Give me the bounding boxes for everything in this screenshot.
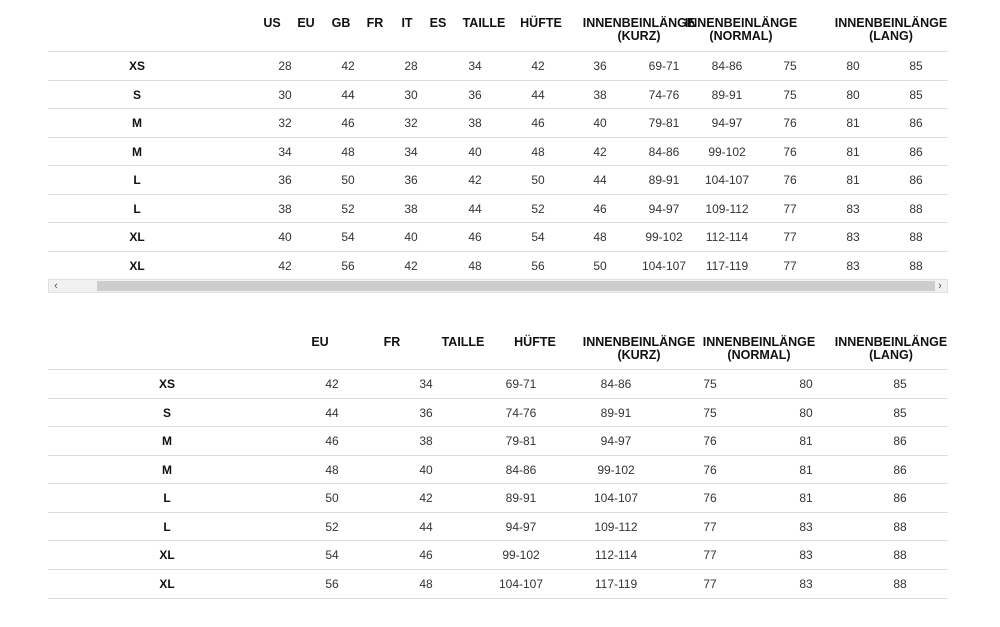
size-label: XL bbox=[129, 258, 145, 273]
column-header: HÜFTE bbox=[520, 16, 562, 30]
table-cell: 77 bbox=[783, 258, 797, 273]
table-cell: 44 bbox=[468, 201, 482, 216]
table-cell: 88 bbox=[909, 230, 923, 244]
table-cell: 75 bbox=[703, 405, 717, 420]
table-row bbox=[48, 569, 948, 599]
size-label: M bbox=[162, 462, 172, 477]
size-label: L bbox=[163, 491, 171, 505]
table-cell: 104-107 bbox=[498, 576, 544, 591]
table-cell: 40 bbox=[404, 230, 418, 244]
table-row bbox=[48, 165, 948, 194]
table-cell: 36 bbox=[278, 173, 292, 187]
table-cell: 112-114 bbox=[705, 230, 749, 244]
table-cell: 56 bbox=[325, 576, 339, 591]
column-header: EU bbox=[311, 335, 329, 349]
table-cell: 56 bbox=[341, 258, 355, 273]
table-cell: 48 bbox=[531, 144, 545, 159]
table-cell: 88 bbox=[893, 519, 907, 534]
table-row bbox=[48, 483, 948, 512]
table-cell: 50 bbox=[341, 173, 355, 187]
table-cell: 40 bbox=[468, 144, 482, 159]
table-cell: 30 bbox=[278, 87, 292, 102]
size-label: M bbox=[132, 116, 142, 130]
table-cell: 99-102 bbox=[708, 144, 746, 159]
column-header: INNENBEINLÄNGE (NORMAL) bbox=[684, 16, 798, 43]
table-cell: 46 bbox=[468, 230, 482, 244]
column-header: EU bbox=[297, 16, 315, 30]
table-cell: 42 bbox=[341, 59, 355, 73]
table-cell: 85 bbox=[893, 377, 907, 391]
table-cell: 99-102 bbox=[645, 230, 683, 244]
size-label: M bbox=[132, 144, 142, 159]
table-cell: 85 bbox=[909, 87, 923, 102]
table-cell: 76 bbox=[703, 462, 717, 477]
table-cell: 36 bbox=[593, 59, 607, 73]
table-cell: 74-76 bbox=[505, 405, 537, 420]
size-table-international bbox=[48, 0, 948, 279]
column-header: IT bbox=[401, 16, 413, 30]
table-cell: 84-86 bbox=[711, 59, 743, 73]
table-cell: 69-71 bbox=[505, 377, 537, 391]
table-cell: 34 bbox=[468, 59, 482, 73]
horizontal-scrollbar[interactable] bbox=[48, 279, 948, 293]
size-label: XS bbox=[158, 377, 175, 391]
size-table-eu-fr bbox=[48, 318, 948, 608]
table-cell: 86 bbox=[909, 144, 923, 159]
table-cell: 76 bbox=[783, 173, 797, 187]
table-cell: 44 bbox=[325, 405, 339, 420]
table-cell: 80 bbox=[799, 405, 813, 420]
table-cell: 99-102 bbox=[597, 462, 635, 477]
size-label: L bbox=[133, 173, 141, 187]
table-cell: 44 bbox=[341, 87, 355, 102]
table-cell: 40 bbox=[278, 230, 292, 244]
column-header: INNENBEINLÄNGE (KURZ) bbox=[582, 16, 696, 43]
table-cell: 83 bbox=[846, 201, 860, 216]
table-cell: 50 bbox=[325, 491, 339, 505]
column-header: GB bbox=[331, 16, 351, 30]
table-cell: 86 bbox=[909, 173, 923, 187]
table-cell: 77 bbox=[783, 201, 797, 216]
table-cell: 83 bbox=[846, 258, 860, 273]
table-cell: 80 bbox=[846, 87, 860, 102]
table-cell: 50 bbox=[593, 258, 607, 273]
table-cell: 94-97 bbox=[505, 519, 537, 534]
size-label: S bbox=[162, 405, 171, 420]
table-cell: 83 bbox=[846, 230, 860, 244]
table-cell: 48 bbox=[341, 144, 355, 159]
table-cell: 48 bbox=[468, 258, 482, 273]
chevron-right-icon[interactable]: › bbox=[938, 280, 942, 292]
table-cell: 42 bbox=[404, 258, 418, 273]
table-row bbox=[48, 51, 948, 80]
table-row bbox=[48, 369, 948, 398]
table-cell: 34 bbox=[278, 144, 292, 159]
table-cell: 117-119 bbox=[705, 258, 749, 273]
table-cell: 40 bbox=[593, 116, 607, 130]
table-cell: 52 bbox=[341, 201, 355, 216]
table-cell: 79-81 bbox=[648, 116, 680, 130]
size-label: XL bbox=[159, 548, 175, 562]
table-cell: 85 bbox=[909, 59, 923, 73]
table-cell: 48 bbox=[593, 230, 607, 244]
table-cell: 28 bbox=[278, 59, 292, 73]
table-cell: 81 bbox=[799, 491, 813, 505]
table-row bbox=[48, 398, 948, 427]
table-cell: 83 bbox=[799, 548, 813, 562]
table-cell: 40 bbox=[419, 462, 433, 477]
table-cell: 86 bbox=[893, 462, 907, 477]
table-cell: 36 bbox=[419, 405, 433, 420]
table-cell: 89-91 bbox=[648, 173, 680, 187]
table-row bbox=[48, 222, 948, 251]
table-cell: 69-71 bbox=[648, 59, 680, 73]
table-cell: 52 bbox=[325, 519, 339, 534]
column-header: ES bbox=[429, 16, 447, 30]
table-cell: 84-86 bbox=[505, 462, 537, 477]
table-cell: 104-107 bbox=[593, 491, 639, 505]
table-cell: 79-81 bbox=[505, 434, 537, 448]
table-cell: 38 bbox=[419, 434, 433, 448]
table-cell: 88 bbox=[893, 548, 907, 562]
table-cell: 54 bbox=[341, 230, 355, 244]
column-header: TAILLE bbox=[441, 335, 485, 349]
table-cell: 42 bbox=[325, 377, 339, 391]
table-cell: 42 bbox=[593, 144, 607, 159]
table-cell: 86 bbox=[893, 491, 907, 505]
table-cell: 80 bbox=[799, 377, 813, 391]
column-header: FR bbox=[366, 16, 384, 30]
table-cell: 46 bbox=[341, 116, 355, 130]
table-cell: 117-119 bbox=[594, 576, 638, 591]
table-cell: 74-76 bbox=[648, 87, 680, 102]
table-cell: 81 bbox=[846, 116, 860, 130]
table-cell: 84-86 bbox=[600, 377, 632, 391]
table-cell: 38 bbox=[404, 201, 418, 216]
size-label: L bbox=[133, 201, 141, 216]
table-cell: 38 bbox=[593, 87, 607, 102]
table-cell: 83 bbox=[799, 576, 813, 591]
table-cell: 42 bbox=[278, 258, 292, 273]
table-cell: 109-112 bbox=[594, 519, 638, 534]
size-label: XL bbox=[129, 230, 145, 244]
table-cell: 76 bbox=[703, 491, 717, 505]
table-cell: 46 bbox=[419, 548, 433, 562]
scrollbar-thumb[interactable] bbox=[97, 281, 935, 291]
table-cell: 81 bbox=[799, 462, 813, 477]
table-cell: 52 bbox=[531, 201, 545, 216]
table-cell: 48 bbox=[419, 576, 433, 591]
column-header: HÜFTE bbox=[514, 335, 556, 349]
table-cell: 104-107 bbox=[704, 173, 750, 187]
column-header: INNENBEINLÄNGE (LANG) bbox=[834, 335, 948, 362]
table-cell: 89-91 bbox=[600, 405, 632, 420]
table-cell: 81 bbox=[846, 173, 860, 187]
table-row bbox=[48, 540, 948, 569]
column-header: FR bbox=[383, 335, 401, 349]
table-cell: 44 bbox=[593, 173, 607, 187]
table-cell: 84-86 bbox=[648, 144, 680, 159]
table-cell: 112-114 bbox=[594, 548, 638, 562]
table-cell: 54 bbox=[531, 230, 545, 244]
table-row bbox=[48, 512, 948, 541]
table-cell: 44 bbox=[531, 87, 545, 102]
column-header: US bbox=[263, 16, 281, 30]
table-cell: 56 bbox=[531, 258, 545, 273]
table-cell: 80 bbox=[846, 59, 860, 73]
table-cell: 42 bbox=[419, 491, 433, 505]
table-cell: 88 bbox=[909, 201, 923, 216]
table-cell: 94-97 bbox=[600, 434, 632, 448]
size-label: L bbox=[163, 519, 171, 534]
table-cell: 32 bbox=[404, 116, 418, 130]
table-cell: 81 bbox=[799, 434, 813, 448]
table-cell: 86 bbox=[893, 434, 907, 448]
table-cell: 75 bbox=[783, 59, 797, 73]
table-cell: 50 bbox=[531, 173, 545, 187]
table-cell: 42 bbox=[468, 173, 482, 187]
table-cell: 38 bbox=[278, 201, 292, 216]
column-header: TAILLE bbox=[462, 16, 506, 30]
table-cell: 94-97 bbox=[711, 116, 743, 130]
table-cell: 94-97 bbox=[648, 201, 680, 216]
table-cell: 86 bbox=[909, 116, 923, 130]
table-cell: 44 bbox=[419, 519, 433, 534]
table-cell: 32 bbox=[278, 116, 292, 130]
table-cell: 34 bbox=[404, 144, 418, 159]
size-label: XS bbox=[128, 59, 145, 73]
column-header: INNENBEINLÄNGE (KURZ) bbox=[582, 335, 696, 362]
table-row bbox=[48, 426, 948, 455]
table-row bbox=[48, 194, 948, 223]
table-cell: 77 bbox=[703, 519, 717, 534]
table-cell: 89-91 bbox=[711, 87, 743, 102]
table-cell: 28 bbox=[404, 59, 418, 73]
table-cell: 42 bbox=[531, 59, 545, 73]
table-cell: 30 bbox=[404, 87, 418, 102]
table-cell: 89-91 bbox=[505, 491, 537, 505]
size-label: XL bbox=[159, 576, 175, 591]
table-cell: 83 bbox=[799, 519, 813, 534]
size-label: S bbox=[132, 87, 141, 102]
table-cell: 46 bbox=[325, 434, 339, 448]
table-cell: 104-107 bbox=[641, 258, 687, 273]
table-cell: 77 bbox=[703, 576, 717, 591]
table-row bbox=[48, 137, 948, 166]
chevron-left-icon[interactable]: ‹ bbox=[54, 280, 58, 292]
table-cell: 54 bbox=[325, 548, 339, 562]
column-header: INNENBEINLÄNGE (NORMAL) bbox=[702, 335, 816, 362]
table-row bbox=[48, 455, 948, 484]
table-cell: 34 bbox=[419, 377, 433, 391]
table-cell: 36 bbox=[468, 87, 482, 102]
table-cell: 77 bbox=[703, 548, 717, 562]
table-cell: 81 bbox=[846, 144, 860, 159]
table-cell: 46 bbox=[593, 201, 607, 216]
table-row bbox=[48, 108, 948, 137]
table-cell: 46 bbox=[531, 116, 545, 130]
table-cell: 75 bbox=[783, 87, 797, 102]
table-cell: 38 bbox=[468, 116, 482, 130]
table-cell: 77 bbox=[783, 230, 797, 244]
column-header: INNENBEINLÄNGE (LANG) bbox=[834, 16, 948, 43]
table-cell: 76 bbox=[703, 434, 717, 448]
table-row bbox=[48, 251, 948, 281]
table-cell: 75 bbox=[703, 377, 717, 391]
table-cell: 88 bbox=[893, 576, 907, 591]
table-cell: 76 bbox=[783, 144, 797, 159]
table-cell: 99-102 bbox=[502, 548, 540, 562]
table-cell: 48 bbox=[325, 462, 339, 477]
table-row bbox=[48, 80, 948, 109]
table-cell: 36 bbox=[404, 173, 418, 187]
table-cell: 85 bbox=[893, 405, 907, 420]
table-cell: 88 bbox=[909, 258, 923, 273]
table-cell: 109-112 bbox=[705, 201, 749, 216]
table-cell: 76 bbox=[783, 116, 797, 130]
size-label: M bbox=[162, 434, 172, 448]
